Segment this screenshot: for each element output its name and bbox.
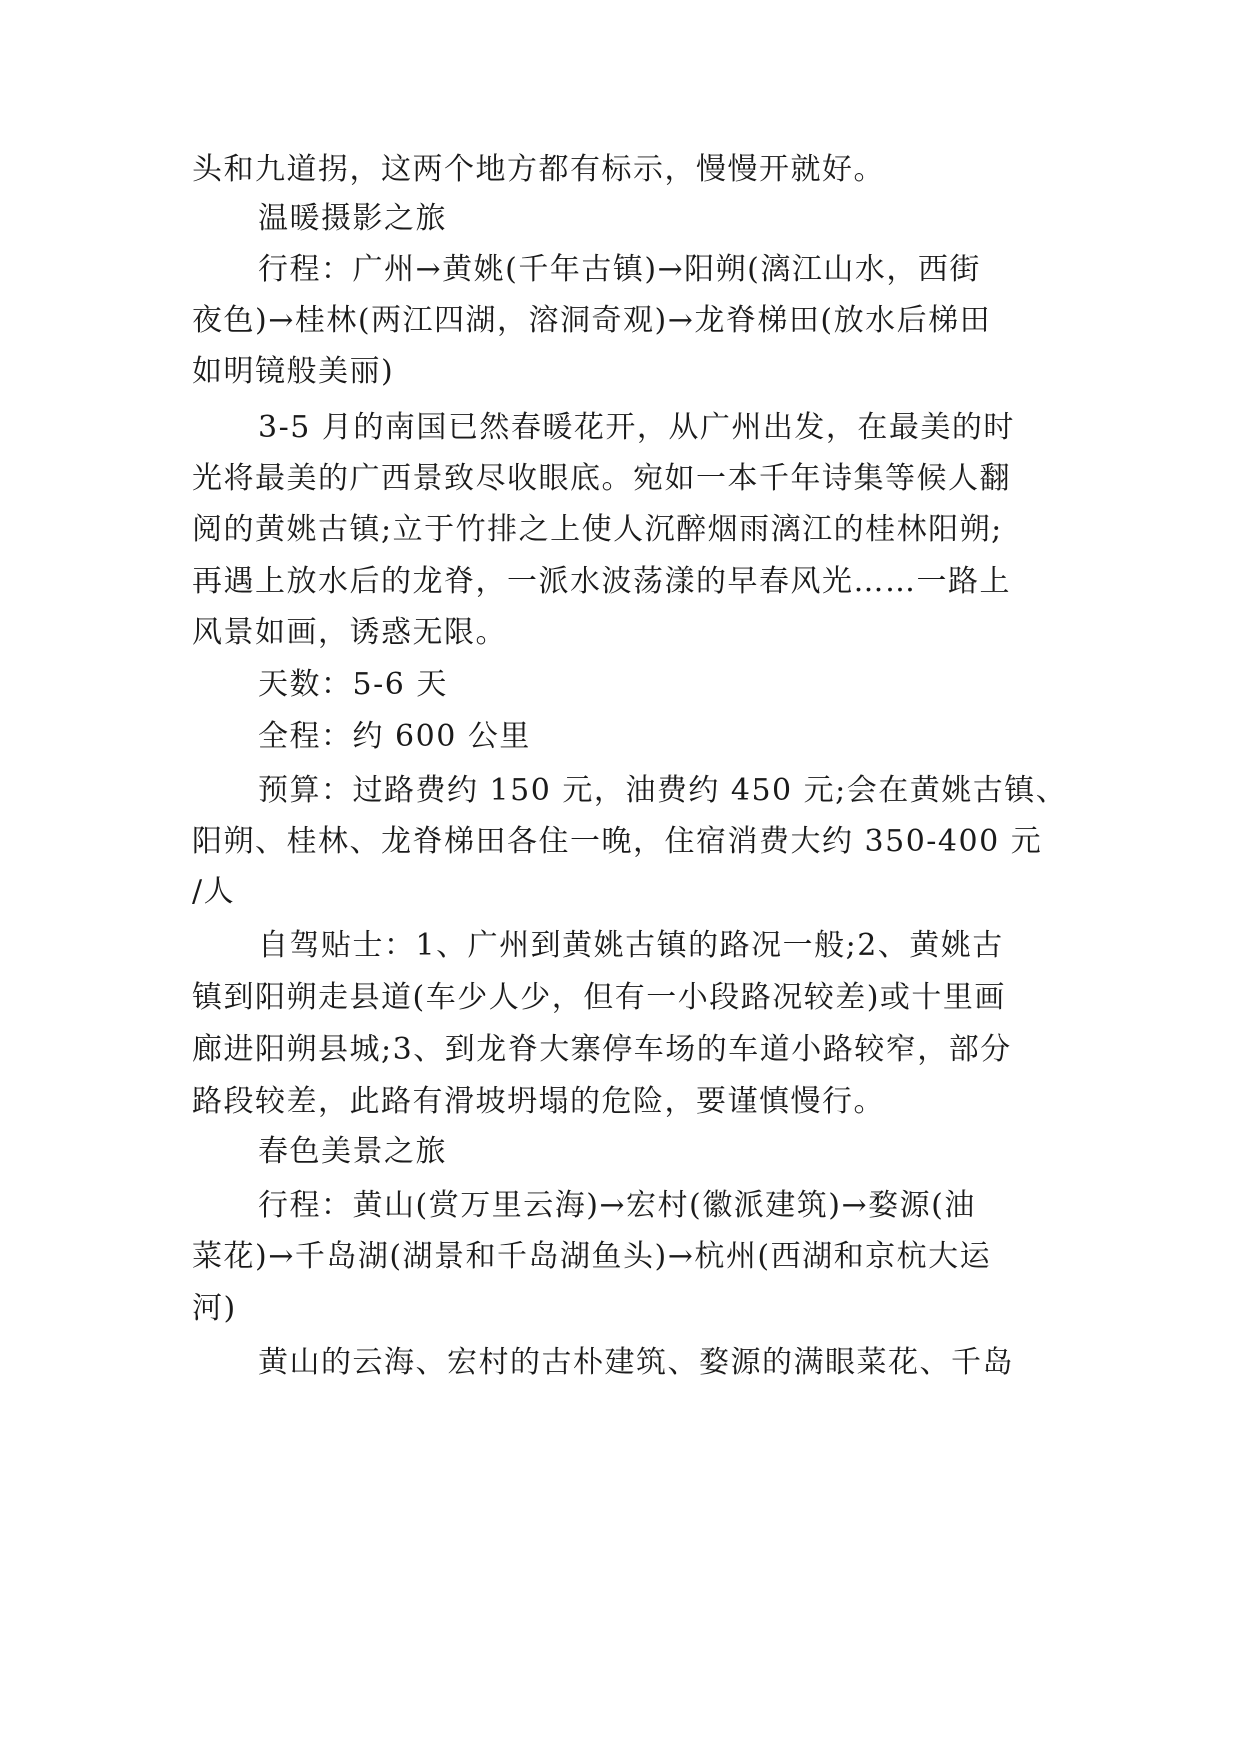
section-heading: 春色美景之旅 <box>258 1134 447 1169</box>
text-line: 如明镜般美丽) <box>192 354 395 389</box>
text-line: 3-5 月的南国已然春暖花开，从广州出发，在最美的时 <box>258 410 1015 445</box>
text-line: 河) <box>192 1291 237 1326</box>
text-line: 行程：黄山(赏万里云海)→宏村(徽派建筑)→婺源(油 <box>258 1188 976 1223</box>
text-line: 风景如画，诱惑无限。 <box>192 615 507 650</box>
text-line: 行程：广州→黄姚(千年古镇)→阳朔(漓江山水，西街 <box>258 252 981 287</box>
text-line: 预算：过路费约 150 元，油费约 450 元;会在黄姚古镇、 <box>258 773 1068 808</box>
text-line: 阳朔、桂林、龙脊梯田各住一晚，住宿消费大约 350-400 元 <box>192 824 1043 859</box>
text-line: 菜花)→千岛湖(湖景和千岛湖鱼头)→杭州(西湖和京杭大运 <box>192 1239 992 1274</box>
text-line: 廊进阳朔县城;3、到龙脊大寨停车场的车道小路较窄，部分 <box>192 1032 1012 1067</box>
text-line: 头和九道拐，这两个地方都有标示，慢慢开就好。 <box>192 152 885 187</box>
text-line: 光将最美的广西景致尽收眼底。宛如一本千年诗集等候人翻 <box>192 461 1011 496</box>
text-line: 夜色)→桂林(两江四湖，溶洞奇观)→龙脊梯田(放水后梯田 <box>192 303 992 338</box>
text-line: /人 <box>192 874 236 909</box>
text-line: 自驾贴士：1、广州到黄姚古镇的路况一般;2、黄姚古 <box>258 928 1004 963</box>
text-line: 再遇上放水后的龙脊，一派水波荡漾的早春风光……一路上 <box>192 564 1011 599</box>
text-line: 路段较差，此路有滑坡坍塌的危险，要谨慎慢行。 <box>192 1084 885 1119</box>
text-line: 天数：5-6 天 <box>258 667 448 702</box>
section-heading: 温暖摄影之旅 <box>258 201 447 236</box>
text-line: 阅的黄姚古镇;立于竹排之上使人沉醉烟雨漓江的桂林阳朔; <box>192 512 1003 547</box>
text-line: 全程：约 600 公里 <box>258 719 531 754</box>
text-line: 镇到阳朔走县道(车少人少，但有一小段路况较差)或十里画 <box>192 980 1006 1015</box>
text-line: 黄山的云海、宏村的古朴建筑、婺源的满眼菜花、千岛 <box>258 1345 1014 1380</box>
